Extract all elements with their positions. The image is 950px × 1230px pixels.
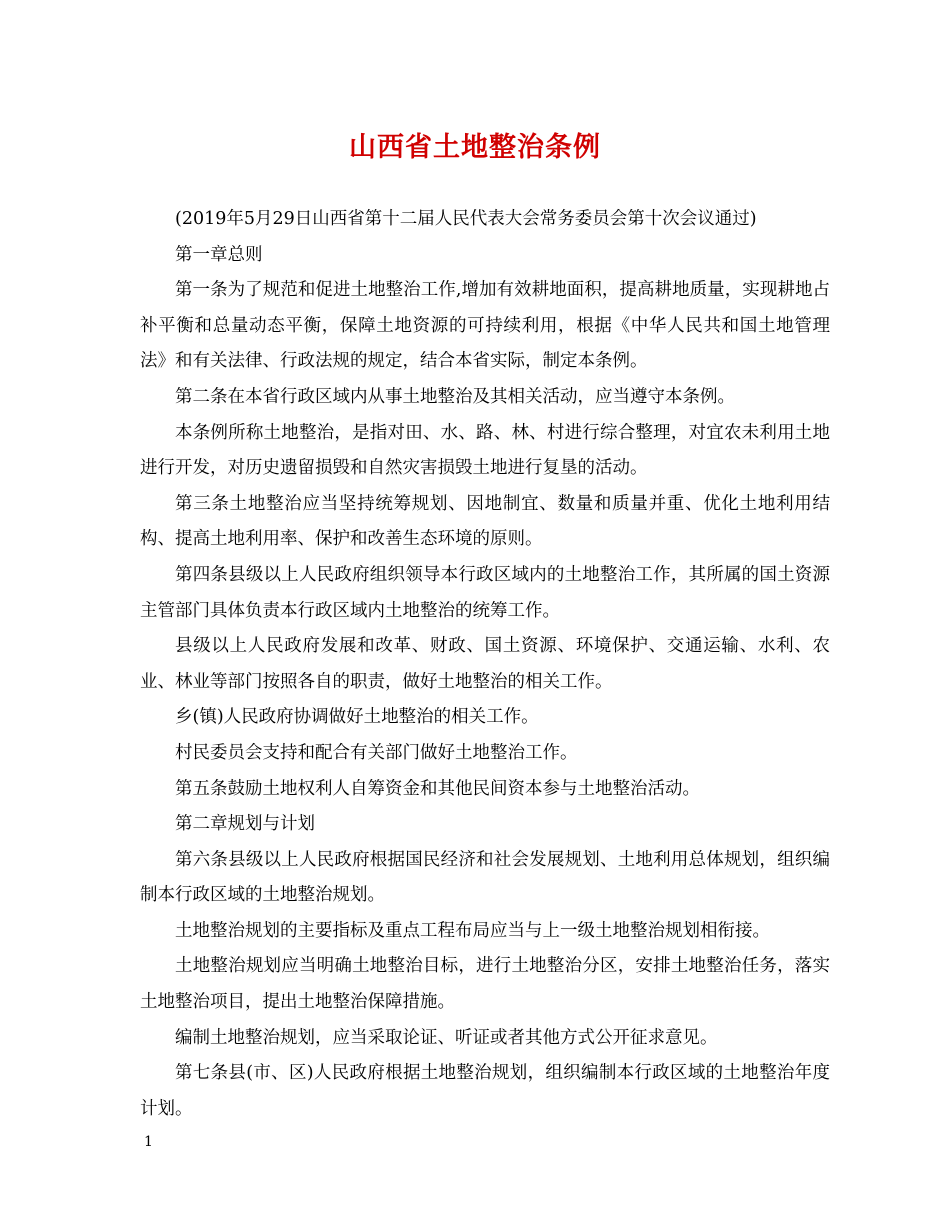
article-paragraph: 第六条县级以上人民政府根据国民经济和社会发展规划、土地利用总体规划，组织编制本行政区域的土地整治规划。 [140, 849, 830, 906]
article-paragraph: 编制土地整治规划，应当采取论证、听证或者其他方式公开征求意见。 [175, 1027, 718, 1048]
article-paragraph: 村民委员会支持和配合有关部门做好土地整治工作。 [175, 742, 578, 763]
chapter-heading: 第二章规划与计划 [175, 814, 315, 835]
article-paragraph: 第五条鼓励土地权利人自筹资金和其他民间资本参与土地整治活动。 [175, 778, 700, 799]
article-paragraph: 本条例所称土地整治，是指对田、水、路、林、村进行综合整理，对宜农未利用土地进行开发，对历史遗留损毁和自然灾害损毁土地进行复垦的活动。 [140, 422, 830, 479]
document-title: 山西省土地整治条例 [349, 132, 601, 163]
article-paragraph: 第七条县(市、区)人民政府根据土地整治规划，组织编制本行政区域的土地整治年度计划。 [140, 1063, 830, 1119]
article-paragraph: 第一条为了规范和促进土地整治工作,增加有效耕地面积，提高耕地质量，实现耕地占补平衡和总量动态平衡，保障土地资源的可持续利用，根据《中华人民共和国土地管理法》和有关法律、行政法规的规定，结合本省实际，制定本条例。 [140, 280, 830, 372]
adoption-note: (2019年5月29日山西省第十二届人民代表大会常务委员会第十次会议通过) [175, 209, 757, 229]
article-paragraph: 土地整治规划应当明确土地整治目标，进行土地整治分区，安排土地整治任务，落实土地整治项目，提出土地整治保障措施。 [140, 956, 830, 1013]
document-body [140, 202, 830, 1127]
article-paragraph: 第四条县级以上人民政府组织领导本行政区域内的土地整治工作，其所属的国土资源主管部门具体负责本行政区域内土地整治的统筹工作。 [140, 564, 830, 621]
article-paragraph: 县级以上人民政府发展和改革、财政、国土资源、环境保护、交通运输、水利、农业、林业等部门按照各自的职责，做好土地整治的相关工作。 [140, 636, 830, 692]
chapter-heading: 第一章总则 [175, 244, 263, 265]
article-paragraph: 第二条在本省行政区域内从事土地整治及其相关活动，应当遵守本条例。 [175, 386, 735, 407]
page-number: 1 [144, 1134, 153, 1150]
article-paragraph: 乡(镇)人民政府协调做好土地整治的相关工作。 [175, 707, 539, 728]
article-paragraph: 土地整治规划的主要指标及重点工程布局应当与上一级土地整治规划相衔接。 [175, 920, 770, 941]
article-paragraph: 第三条土地整治应当坚持统筹规划、因地制宜、数量和质量并重、优化土地利用结构、提高土地利用率、保护和改善生态环境的原则。 [140, 493, 830, 550]
